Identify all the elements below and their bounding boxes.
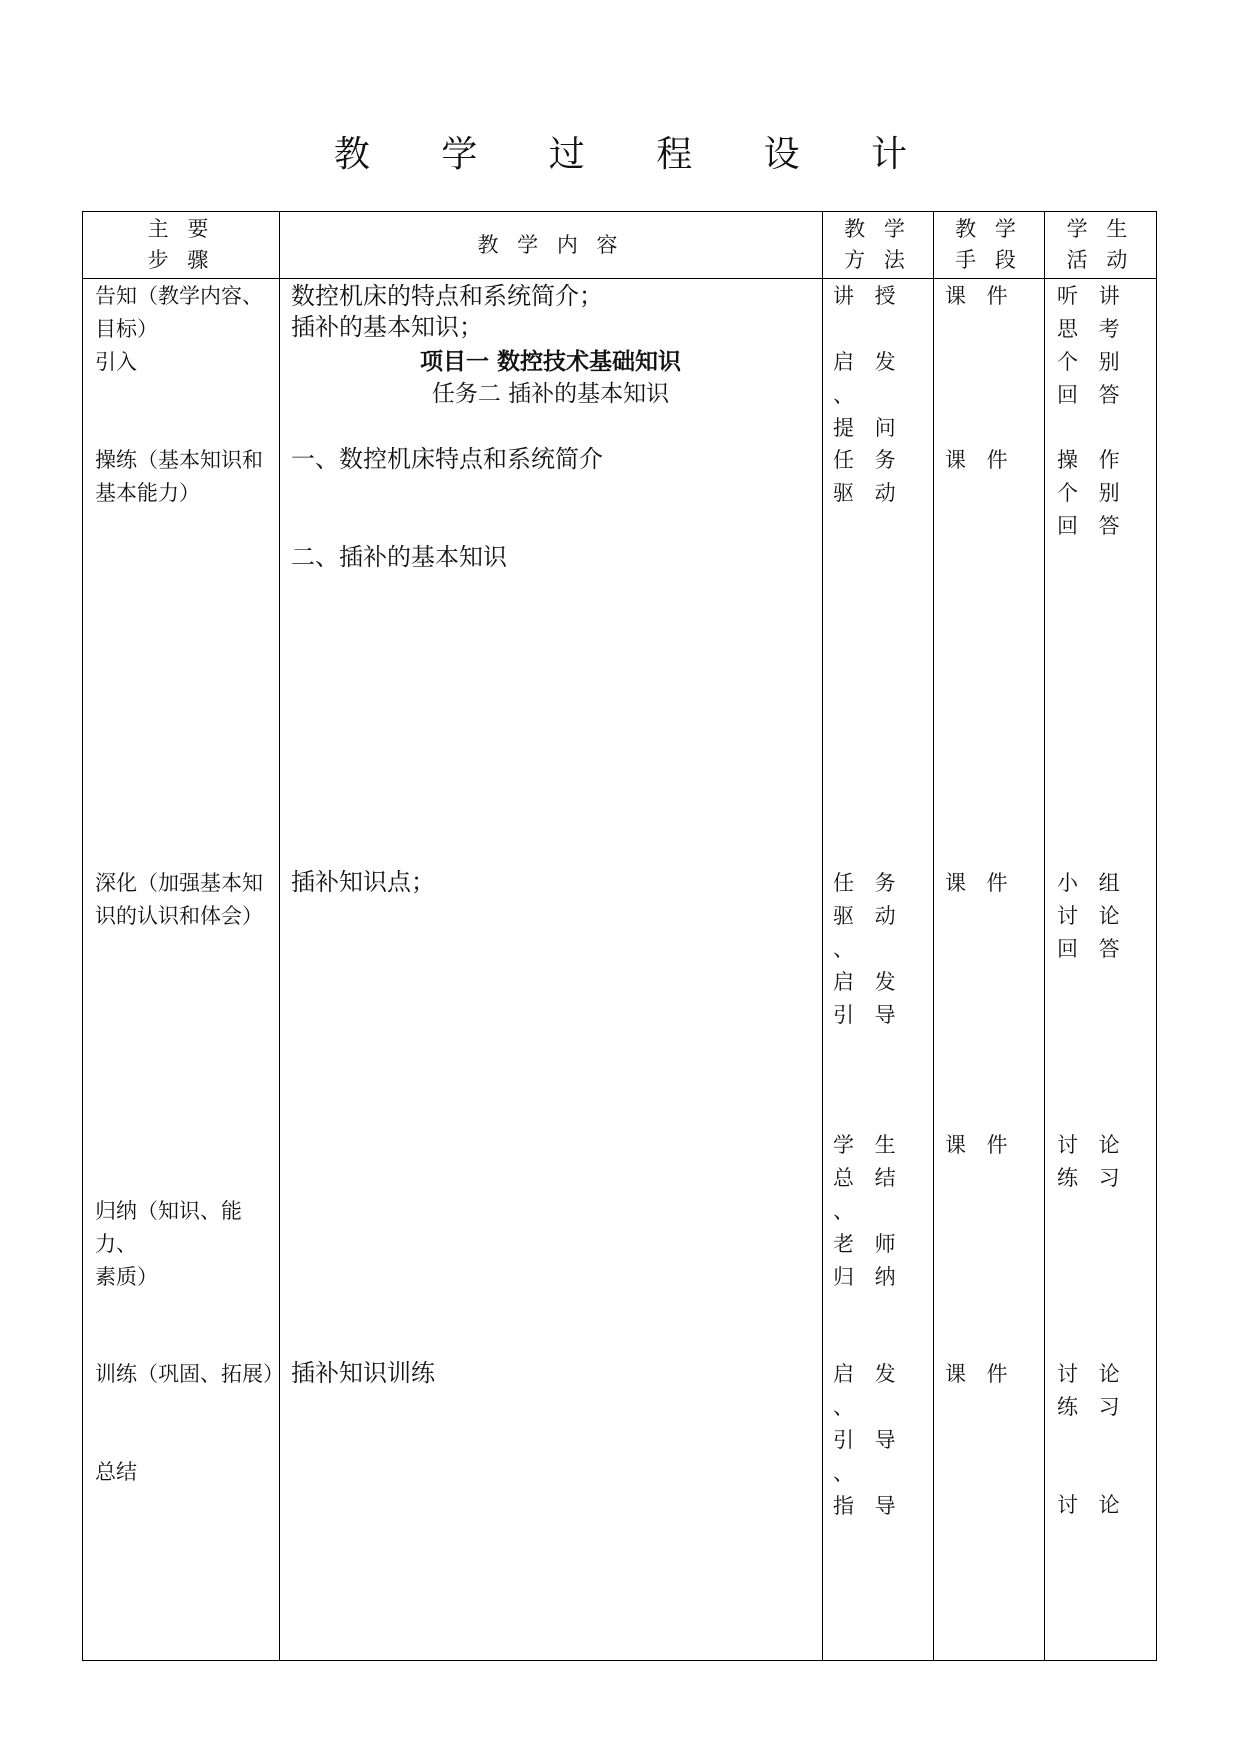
method-deepen: 任 务 驱 动 、 启 发 引 导 [833,871,903,1027]
content-deepen: 插补知识点； [291,868,435,896]
method-summarize: 学 生 总 结 、 老 师 归 纳 [833,1133,903,1289]
column-divider [933,212,934,1660]
activity-conclusion: 讨 论 [1057,1493,1127,1517]
step-summarize: 归纳（知识、能力、 素质） [95,1199,242,1289]
means-training: 课 件 [945,1362,1015,1386]
step-intro: 引入 [95,350,137,374]
activity-practice: 操 作 个 别 回 答 [1057,448,1127,538]
method-intro: 启 发 、 提 问 [833,350,903,440]
step-training: 训练（巩固、拓展） [95,1362,284,1386]
step-announce: 告知（教学内容、 目标） [95,284,263,341]
header-text: 步 骤 [147,248,215,272]
step-conclusion: 总结 [95,1460,137,1484]
column-divider [1044,212,1045,1660]
project-title: 项目一 数控技术基础知识 [419,349,681,375]
content-practice-2: 二、插补的基本知识 [291,543,507,571]
method-training: 启 发 、 引 导 、 指 导 [833,1362,903,1518]
page-title: 教 学 过 程 设 计 [333,134,938,175]
column-divider [822,212,823,1660]
activity-announce: 听 讲 思 考 [1057,284,1127,341]
header-text: 教 学 [844,217,911,241]
method-announce: 讲 授 [833,284,903,308]
header-text: 教 学 [955,217,1022,241]
header-text: 活 动 [1066,248,1134,272]
means-summarize: 课 件 [945,1133,1015,1157]
activity-summarize: 讨 论 练 习 [1057,1133,1127,1190]
header-teaching-content [279,212,822,278]
header-student-activity [1044,212,1156,278]
header-text: 主 要 [147,217,215,241]
activity-deepen: 小 组 讨 论 回 答 [1057,871,1127,961]
method-practice: 任 务 驱 动 [833,448,903,505]
means-practice: 课 件 [945,448,1015,472]
content-practice-1: 一、数控机床特点和系统简介 [291,445,603,473]
activity-intro: 个 别 回 答 [1057,350,1127,407]
header-divider [83,278,1156,279]
column-divider [279,212,280,1660]
header-teaching-method [822,212,933,278]
content-announce: 数控机床的特点和系统简介； 插补的基本知识； [291,282,603,341]
activity-training: 讨 论 练 习 [1057,1362,1127,1419]
header-text: 手 段 [955,248,1022,272]
header-text: 方 法 [844,248,911,272]
means-deepen: 课 件 [945,871,1015,895]
means-announce: 课 件 [945,284,1015,308]
step-practice: 操练（基本知识和 基本能力） [95,448,263,505]
header-text: 教 学 内 容 [477,232,624,257]
lesson-plan-table [82,211,1157,1661]
header-main-steps [83,212,279,278]
content-training: 插补知识训练 [291,1359,435,1387]
step-deepen: 深化（加强基本知 识的认识和体会） [95,871,263,928]
header-text: 学 生 [1066,217,1134,241]
task-title: 任务二 插补的基本知识 [431,381,670,407]
header-teaching-means [933,212,1044,278]
